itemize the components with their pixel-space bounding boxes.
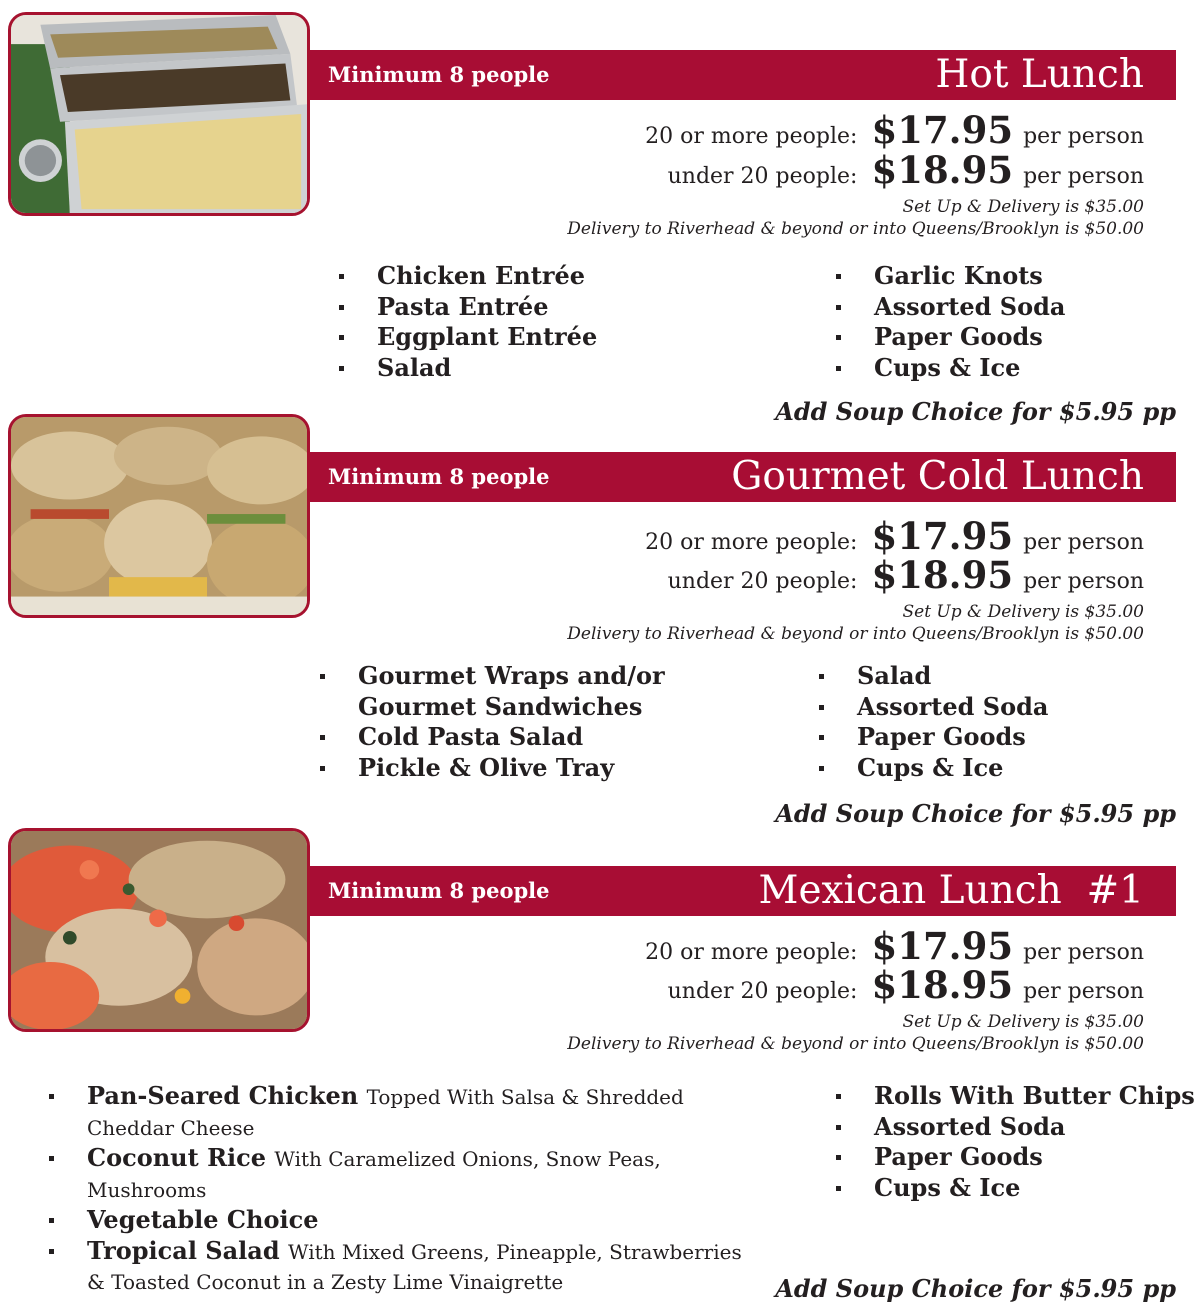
price-under-label: under 20 people:: [667, 979, 858, 1004]
list-item: Garlic Knots: [834, 261, 1065, 292]
list-item: Rolls With Butter Chips: [834, 1081, 1195, 1112]
minimum-label: Minimum 8 people: [328, 878, 550, 903]
item-continuation: & Toasted Coconut in a Zesty Lime Vinaigrette: [87, 1270, 564, 1294]
list-item: Salad: [337, 353, 597, 384]
hot-lunch-photo: [8, 12, 310, 216]
hot-lunch-left-items: [337, 261, 597, 383]
list-item: Cups & Ice: [817, 753, 1048, 784]
item-continuation: Cheddar Cheese: [87, 1115, 255, 1140]
price-under-20: [667, 963, 1144, 1007]
per-person-label: per person: [1023, 530, 1144, 555]
mexican-lunch-photo: [8, 828, 310, 1032]
list-item: [318, 661, 665, 722]
list-item: Pasta Entrée: [337, 292, 597, 323]
minimum-label: Minimum 8 people: [328, 464, 550, 489]
item-name: Coconut Rice: [87, 1143, 267, 1172]
price-under-amount: $18.95: [871, 148, 1014, 192]
item-name: Gourmet Wraps and/or: [358, 661, 665, 690]
cold-lunch-photo: [8, 414, 310, 618]
price-20-label: 20 or more people:: [645, 530, 858, 555]
price-under-label: under 20 people:: [667, 569, 858, 594]
price-20-amount: $17.95: [871, 924, 1014, 968]
list-item: Chicken Entrée: [337, 261, 597, 292]
cold-lunch-right-items: [817, 661, 1048, 783]
price-20-label: 20 or more people:: [645, 940, 858, 965]
setup-delivery-text: Set Up & Delivery is $35.00: [902, 197, 1144, 217]
price-under-amount: $18.95: [871, 963, 1014, 1007]
list-item: Salad: [817, 661, 1048, 692]
setup-delivery-text: Set Up & Delivery is $35.00: [902, 602, 1144, 622]
item-continuation: Gourmet Sandwiches: [358, 691, 643, 721]
section-title: Mexican Lunch #1: [758, 868, 1144, 913]
section-title: Gourmet Cold Lunch: [731, 454, 1144, 499]
list-item: Eggplant Entrée: [337, 322, 597, 353]
mexican-lunch-band: [310, 866, 1176, 916]
list-item: [47, 1236, 742, 1298]
cold-lunch-left-items: [318, 661, 665, 783]
extended-delivery-text: Delivery to Riverhead & beyond or into Queens/Brooklyn is $50.00: [567, 624, 1144, 644]
setup-delivery-text: Set Up & Delivery is $35.00: [902, 1012, 1144, 1032]
item-continuation: Mushrooms: [87, 1177, 207, 1202]
soup-addon: Add Soup Choice for $5.95 pp: [775, 799, 1176, 828]
list-item: Paper Goods: [817, 722, 1048, 753]
delivery-info: [567, 1011, 1144, 1055]
per-person-label: per person: [1023, 979, 1144, 1004]
list-item: Assorted Soda: [834, 1112, 1195, 1143]
list-item: Assorted Soda: [817, 692, 1048, 723]
item-description: With Mixed Greens, Pineapple, Strawberries: [288, 1239, 742, 1264]
price-under-label: under 20 people:: [667, 164, 858, 189]
price-under-amount: $18.95: [871, 553, 1014, 597]
per-person-label: per person: [1023, 569, 1144, 594]
per-person-label: per person: [1023, 164, 1144, 189]
per-person-label: per person: [1023, 940, 1144, 965]
soup-addon: Add Soup Choice for $5.95 pp: [775, 1274, 1176, 1303]
item-name: Pan-Seared Chicken: [87, 1081, 359, 1110]
per-person-label: per person: [1023, 124, 1144, 149]
hot-lunch-band: [310, 50, 1176, 100]
list-item: Paper Goods: [834, 1142, 1195, 1173]
soup-addon: Add Soup Choice for $5.95 pp: [775, 397, 1176, 426]
minimum-label: Minimum 8 people: [328, 62, 550, 87]
item-name: Vegetable Choice: [87, 1205, 319, 1234]
hot-lunch-right-items: [834, 261, 1065, 383]
mexican-lunch-left-items: [47, 1081, 742, 1298]
item-name: Pickle & Olive Tray: [358, 752, 615, 782]
price-20-amount: $17.95: [871, 514, 1014, 558]
list-item: [318, 753, 665, 784]
list-item: [47, 1081, 742, 1143]
delivery-info: [567, 196, 1144, 240]
item-description: With Caramelized Onions, Snow Peas,: [274, 1147, 661, 1171]
item-description: Topped With Salsa & Shredded: [366, 1085, 684, 1109]
extended-delivery-text: Delivery to Riverhead & beyond or into Queens/Brooklyn is $50.00: [567, 1034, 1144, 1054]
item-name: Cold Pasta Salad: [358, 722, 584, 751]
list-item: Cups & Ice: [834, 353, 1065, 384]
cold-lunch-band: [310, 452, 1176, 502]
price-under-20: [667, 553, 1144, 597]
list-item: [47, 1143, 742, 1205]
list-item: [47, 1205, 742, 1236]
price-20-label: 20 or more people:: [645, 124, 858, 149]
price-20-amount: $17.95: [871, 108, 1014, 152]
section-title: Hot Lunch: [935, 52, 1144, 97]
delivery-info: [567, 601, 1144, 645]
list-item: Assorted Soda: [834, 292, 1065, 323]
price-20-or-more: [645, 514, 1144, 558]
extended-delivery-text: Delivery to Riverhead & beyond or into Queens/Brooklyn is $50.00: [567, 219, 1144, 239]
price-under-20: [667, 148, 1144, 192]
list-item: Paper Goods: [834, 322, 1065, 353]
mexican-lunch-right-items: [834, 1081, 1195, 1203]
price-20-or-more: [645, 108, 1144, 152]
price-20-or-more: [645, 924, 1144, 968]
list-item: Cups & Ice: [834, 1173, 1195, 1204]
item-name: Tropical Salad: [87, 1235, 280, 1265]
list-item: [318, 722, 665, 753]
